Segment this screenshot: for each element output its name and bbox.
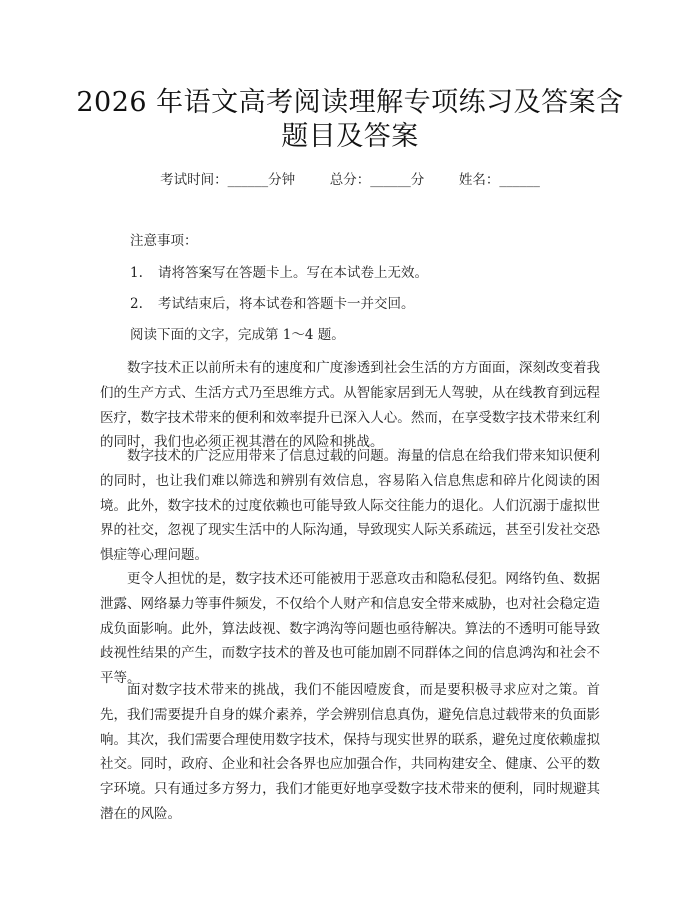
notice-item-number: 1. (130, 265, 143, 281)
notice-item-number: 2. (130, 296, 143, 312)
passage-paragraph-4: 面对数字技术带来的挑战，我们不能因噎废食，而是要积极寻求应对之策。首先，我们需要提升自身的媒介素养，学会辨别信息真伪，避免信息过载带来的负面影响。其次，我们需要合理使用数字技术，保持与现实世界的联系，避免过度依赖虚拟社交。同时，政府、企业和社会各界也应加强合作，共同构建安全、健康、公平的数字环境。只有通过多方努力，我们才能更好地享受数字技术带来的便利，同时规避其潜在的风险。 (100, 682, 600, 822)
document-title-line-2: 题目及答案 (281, 121, 419, 152)
student-name-field: 姓名：______ (458, 172, 540, 188)
exam-meta (0, 170, 700, 190)
exam-time-field: 考试时间：______分钟 (160, 172, 296, 188)
document-title-line-1: 2026 年语文高考阅读理解专项练习及答案含 (76, 87, 624, 118)
total-score-field: 总分：______分 (329, 172, 425, 188)
reading-instruction: 阅读下面的文字，完成第 1～4 题。 (130, 327, 345, 343)
notice-heading: 注意事项： (130, 233, 198, 249)
passage-paragraph-1: 数字技术正以前所未有的速度和广度渗透到社会生活的方方面面，深刻改变着我们的生产方式、生活方式乃至思维方式。从智能家居到无人驾驶，从在线教育到远程医疗，数字技术带来的便利和效率提升已深入人心。然而，在享受数字技术带来红利的同时，我们也必须正视其潜在的风险和挑战。 (100, 360, 600, 451)
notice-item-text: 考试结束后，将本试卷和答题卡一并交回。 (158, 296, 415, 312)
notice-item-text: 请将答案写在答题卡上。写在本试卷上无效。 (158, 265, 428, 281)
notice-item (130, 294, 415, 314)
passage-paragraph-3: 更令人担忧的是，数字技术还可能被用于恶意攻击和隐私侵犯。网络钓鱼、数据泄露、网络暴力等事件频发，不仅给个人财产和信息安全带来威胁，也对社会稳定造成负面影响。此外，算法歧视、数字鸿沟等问题也亟待解决。算法的不透明可能导致歧视性结果的产生，而数字技术的普及也可能加剧不同群体之间的信息鸿沟和社会不平等。 (100, 571, 600, 687)
passage-paragraph-2: 数字技术的广泛应用带来了信息过载的问题。海量的信息在给我们带来知识便利的同时，也让我们难以筛选和辨别有效信息，容易陷入信息焦虑和碎片化阅读的困境。此外，数字技术的过度依赖也可能导致人际交往能力的退化。人们沉溺于虚拟世界的社交，忽视了现实生活中的人际沟通，导致现实人际关系疏远，甚至引发社交恐惧症等心理问题。 (100, 448, 600, 564)
notice-item (130, 263, 428, 283)
